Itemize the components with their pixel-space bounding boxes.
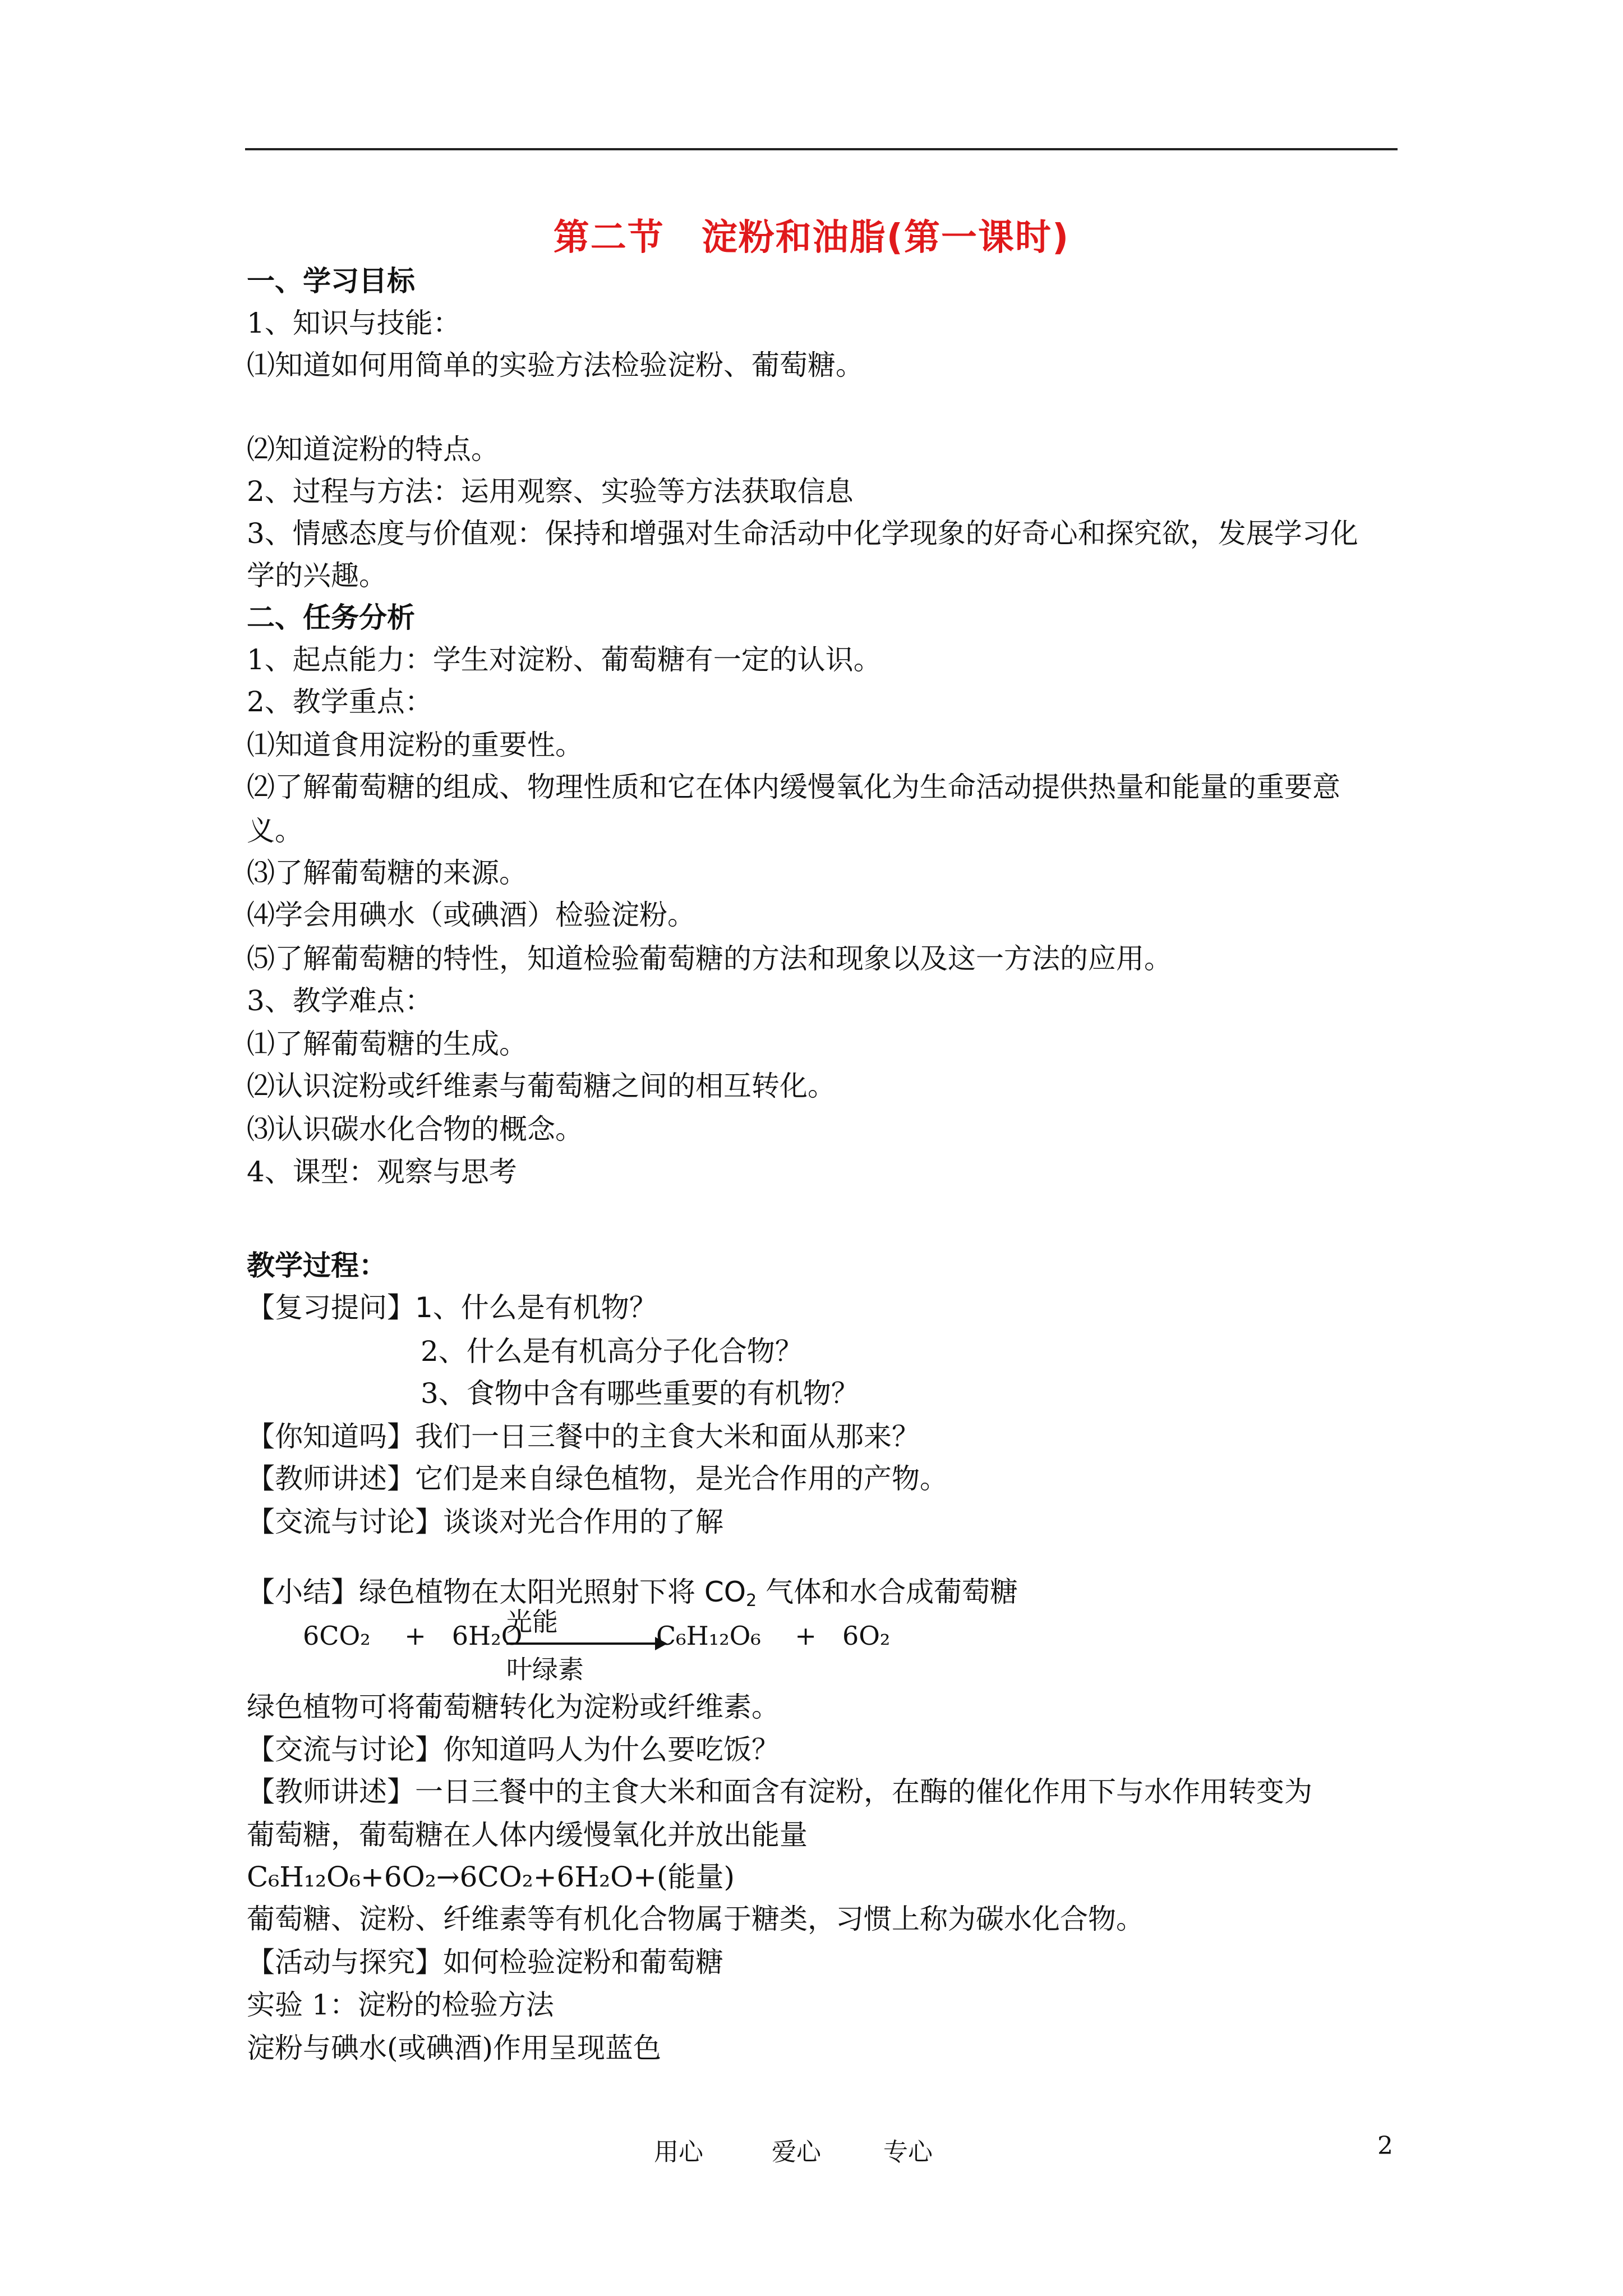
equation-left: 6CO₂ + 6H₂O [303,1621,523,1651]
text-line: 【你知道吗】我们一日三餐中的主食大米和面从那来？ [247,1420,920,1453]
text-line: 【复习提问】1、什么是有机物？ [247,1291,657,1324]
summary-text: 绿色植物在太阳光照射下将 CO [359,1576,746,1608]
summary-subscript: 2 [746,1591,757,1611]
text-line: 绿色植物可将葡萄糖转化为淀粉或纤维素。 [247,1691,780,1723]
text-line: 【交流与讨论】你知道吗人为什么要吃饭？ [247,1733,780,1766]
text-line: 义。 [247,815,303,847]
equation-condition-below: 叶绿素 [506,1654,584,1685]
page-number: 2 [1377,2132,1393,2160]
text-line: 2、什么是有机高分子化合物？ [421,1335,803,1368]
text-line: 4、课型：观察与思考 [247,1156,517,1188]
text-line: 葡萄糖，葡萄糖在人体内缓慢氧化并放出能量 [247,1819,808,1851]
text-line: ⑸了解葡萄糖的特性，知道检验葡萄糖的方法和现象以及这一方法的应用。 [247,942,1172,975]
text-line: ⑶认识碳水化合物的概念。 [247,1113,583,1145]
equation-condition-above: 光能 [506,1607,558,1637]
text-line: ⑷学会用碘水（或碘酒）检验淀粉。 [247,899,695,931]
equation-right: C₆H₁₂O₆ + 6O₂ [656,1621,891,1651]
text-line: 3、教学难点： [247,984,433,1017]
text-line: ⑴知道食用淀粉的重要性。 [247,729,583,761]
text-line: 葡萄糖、淀粉、纤维素等有机化合物属于糖类，习惯上称为碳水化合物。 [247,1903,1144,1935]
section-heading: 一、学习目标 [247,265,415,297]
text-line: ⑵认识淀粉或纤维素与葡萄糖之间的相互转化。 [247,1070,836,1102]
text-line: 2、教学重点： [247,685,433,718]
text-line: 1、起点能力：学生对淀粉、葡萄糖有一定的认识。 [247,643,882,676]
text-line: 3、情感态度与价值观：保持和增强对生命活动中化学现象的好奇心和探究欲，发展学习化 [247,517,1358,550]
text-line: 【教师讲述】一日三餐中的主食大米和面含有淀粉，在酶的催化作用下与水作用转变为 [247,1775,1312,1808]
text-line: ⑵了解葡萄糖的组成、物理性质和它在体内缓慢氧化为生命活动提供热量和能量的重要意 [247,771,1340,803]
text-line: ⑴了解葡萄糖的生成。 [247,1028,527,1060]
summary-line [247,1575,1018,1609]
text-line: C₆H₁₂O₆+6O₂→6CO₂+6H₂O+(能量) [247,1861,735,1893]
footer-motto-1: 用心 [654,2138,703,2166]
summary-text-end: 气体和水合成葡萄糖 [757,1576,1018,1608]
page-title: 第二节 淀粉和油脂(第一课时) [553,217,1070,259]
text-line: 2、过程与方法：运用观察、实验等方法获取信息 [247,475,854,508]
section-heading: 二、任务分析 [247,601,415,634]
text-line: 学的兴趣。 [247,559,387,592]
text-line: ⑵知道淀粉的特点。 [247,433,499,466]
text-line: 【交流与讨论】谈谈对光合作用的了解 [247,1506,723,1538]
text-line: 实验 1：淀粉的检验方法 [247,1989,554,2021]
header-rule [245,148,1398,150]
section-heading: 教学过程： [247,1249,387,1282]
text-line: 3、食物中含有哪些重要的有机物？ [421,1377,859,1410]
text-line: ⑶了解葡萄糖的来源。 [247,857,527,889]
text-line: ⑴知道如何用简单的实验方法检验淀粉、葡萄糖。 [247,349,864,381]
text-line: 【活动与探究】如何检验淀粉和葡萄糖 [247,1946,723,1978]
reaction-arrow [506,1642,658,1645]
footer-motto-2: 爱心 [772,2138,821,2166]
footer-motto-3: 专心 [883,2138,933,2166]
summary-tag: 【小结】 [247,1576,359,1608]
text-line: 【教师讲述】它们是来自绿色植物，是光合作用的产物。 [247,1462,948,1495]
text-line: 淀粉与碘水(或碘酒)作用呈现蓝色 [247,2032,662,2064]
text-line: 1、知识与技能： [247,307,461,339]
